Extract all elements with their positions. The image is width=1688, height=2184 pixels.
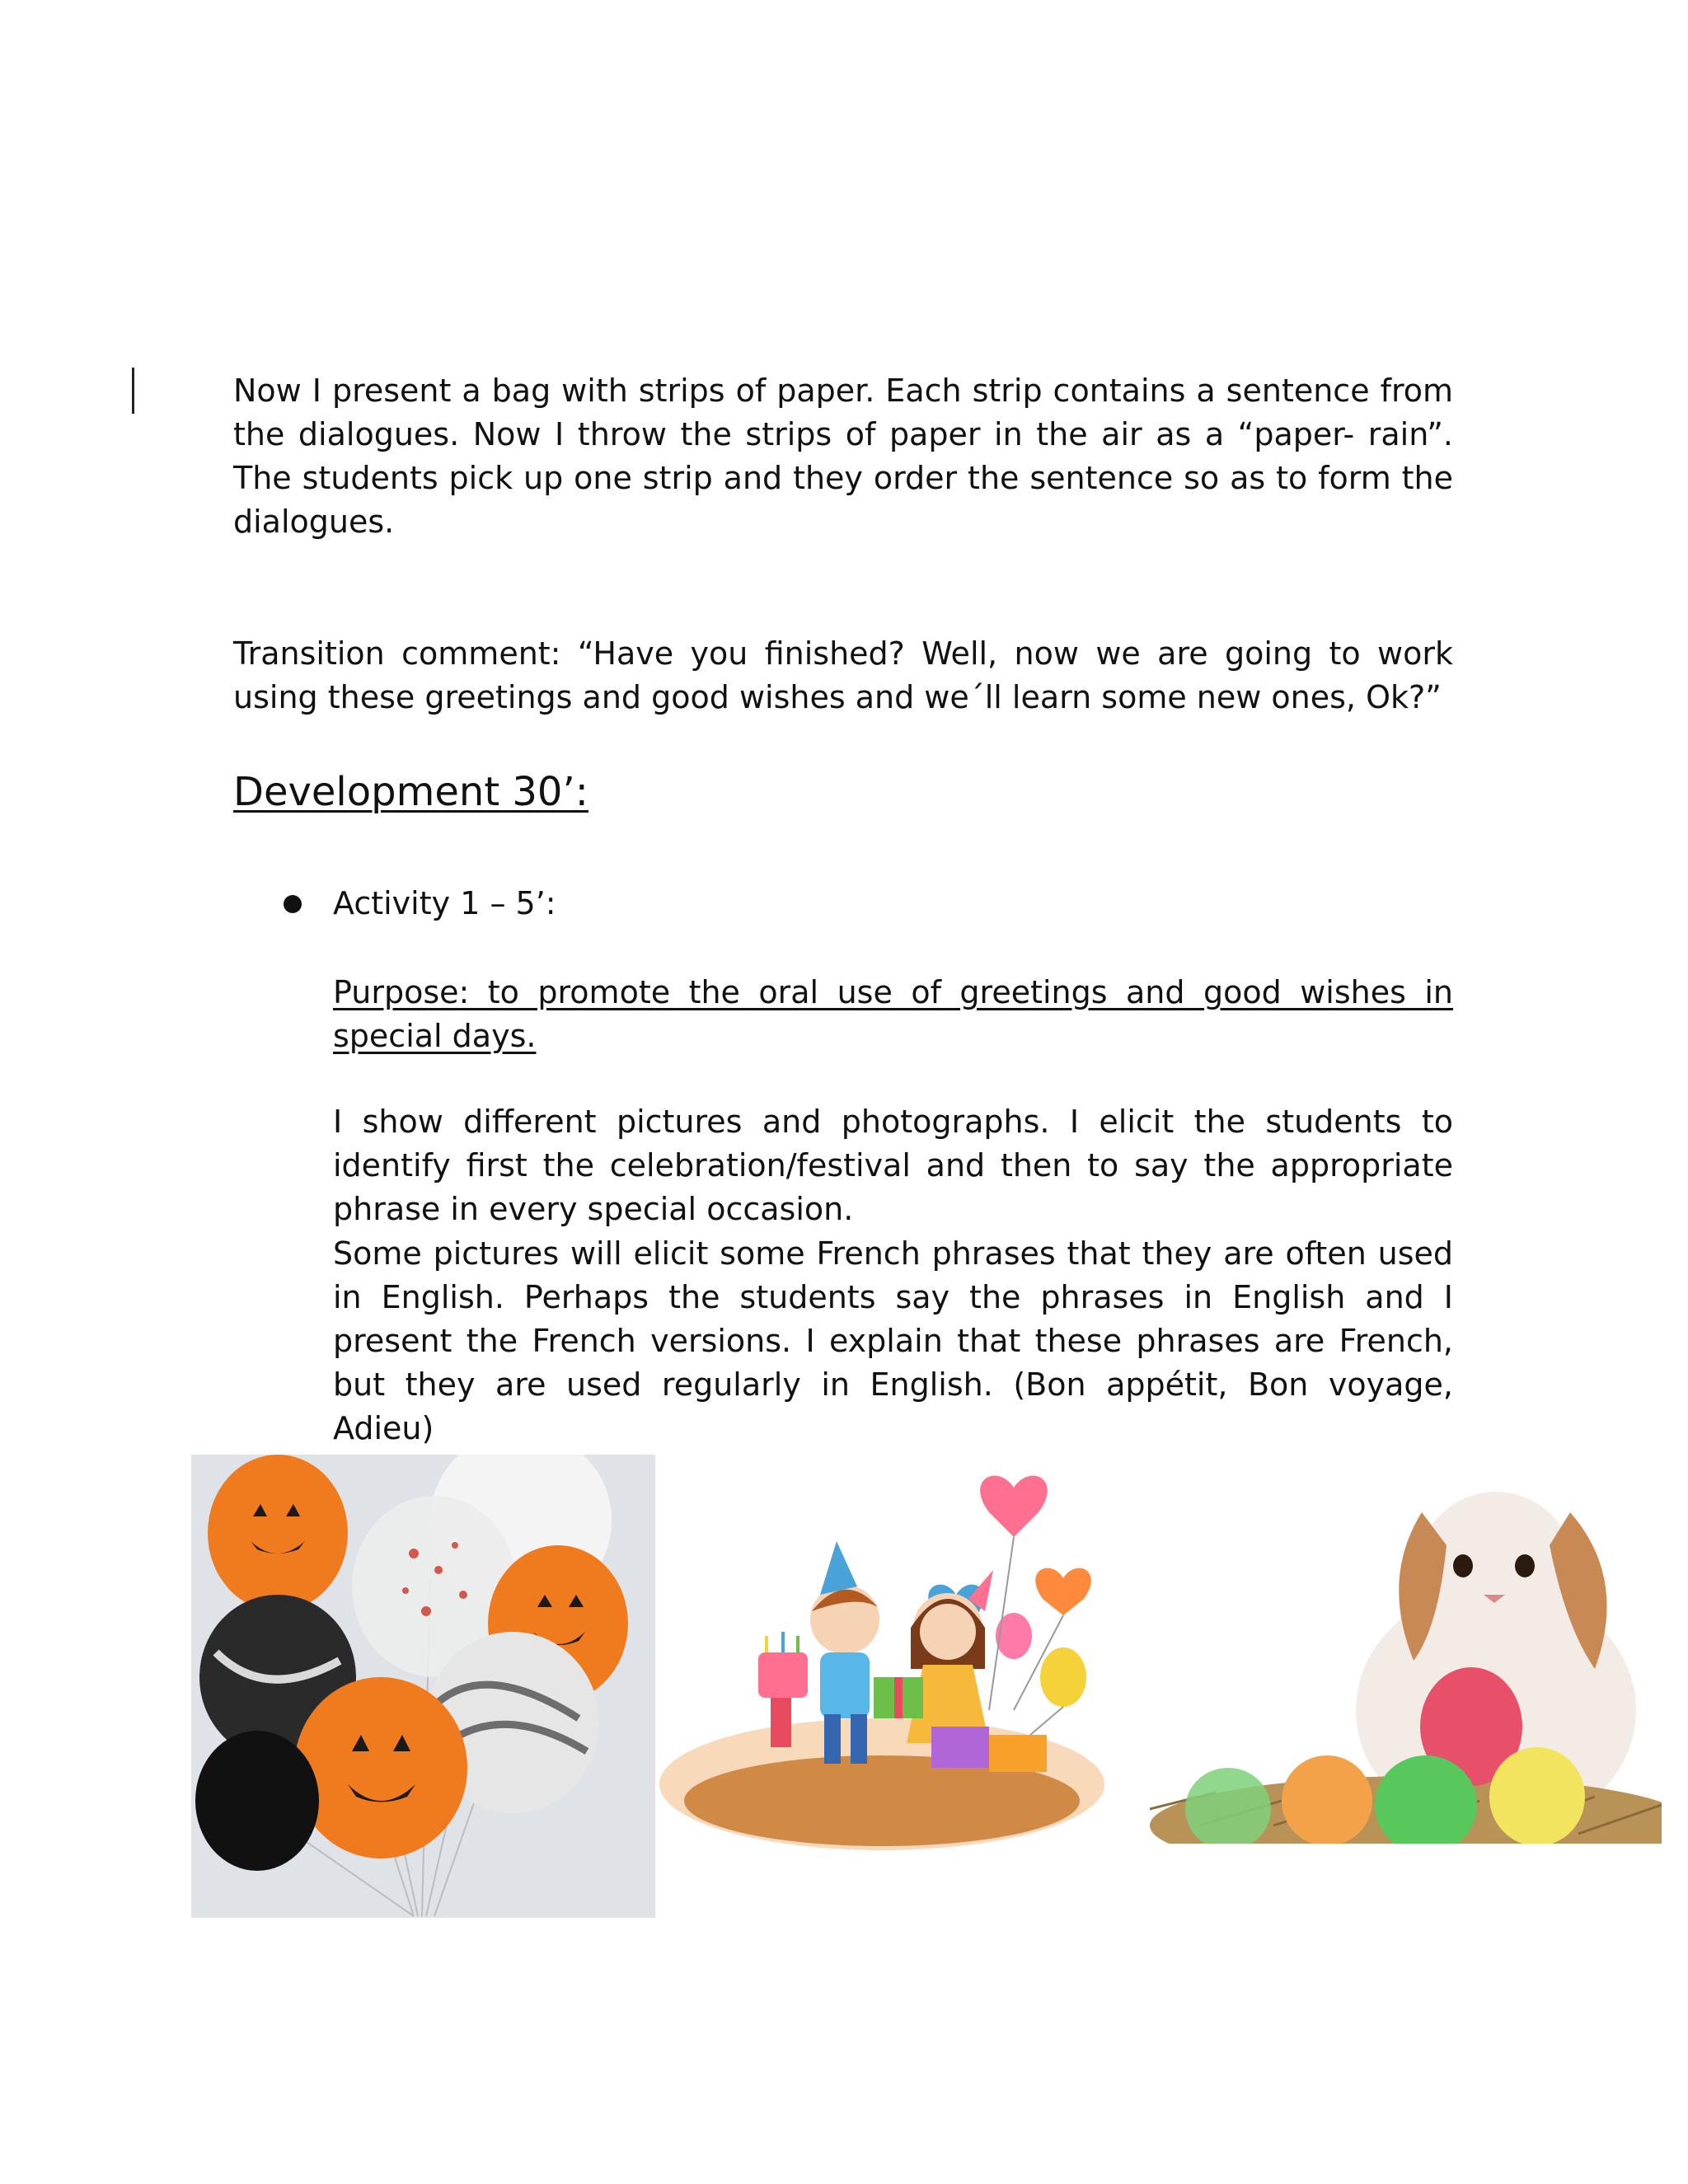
birthday-children-illustration	[659, 1463, 1109, 1858]
activity-purpose: Purpose: to promote the oral use of greetings and good wishes in special days.	[333, 974, 1453, 1054]
paragraph-transition-comment: Transition comment: “Have you finished? Well, now we are going to work using these greetings and good wishes and we´ll learn some new ones, Ok?”	[233, 635, 1453, 715]
paragraph-paper-rain: Now I present a bag with strips of paper. Each strip contains a sentence from the dialogues. Now I throw the strips of paper in the air as a “paper- rain”. The students pick up one strip and they order the sentence so as to form the dialogues.	[233, 373, 1453, 540]
activity-description-2: Some pictures will elicit some French phrases that they are often used in English. Perhaps the students say the phrases in English and I present the French versions. I explain that these phrases are French, but they are used regularly in English. (Bon appétit, Bon voyage, Adieu)	[333, 1235, 1453, 1446]
activity-description-1: I show different pictures and photographs. I elicit the students to identify first the celebration/festival and then to say the appropriate phrase in every special occasion.	[333, 1104, 1453, 1227]
halloween-balloons-photo	[191, 1455, 655, 1918]
change-bar-marker	[132, 368, 134, 414]
section-heading-development: Development 30’:	[233, 769, 588, 815]
bullet-icon	[284, 895, 302, 913]
activity-label: Activity 1 – 5’:	[333, 885, 556, 921]
easter-bunny-eggs-photo	[1150, 1463, 1662, 1844]
